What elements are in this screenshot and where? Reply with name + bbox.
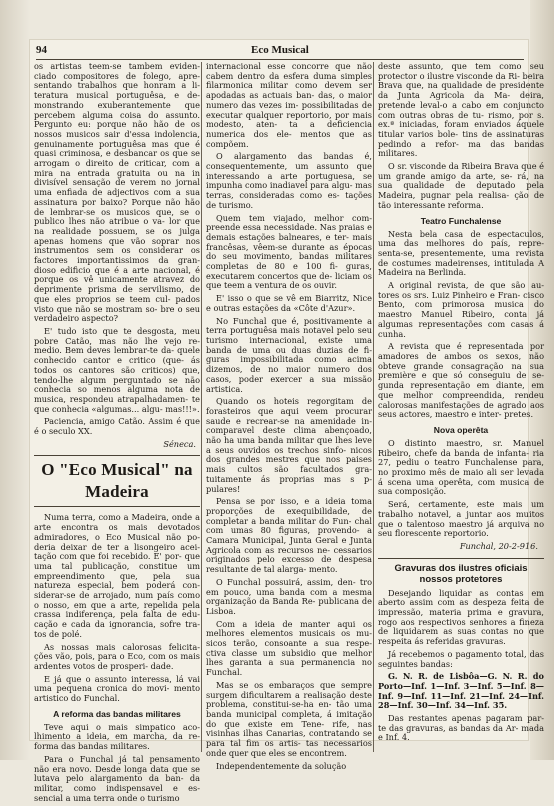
paragraph: Independentemente da solução bbox=[216, 760, 347, 771]
paragraph: A revista que é representada por amadores de ambos os sexos, não obteve grande consagração na sua première e que só conseguiu de se- gunda representação em diante, em que melhor compreendida, rendeu calorosas manifestações de agrado aos seus actores, maestro e inter- pretes. bbox=[378, 341, 544, 420]
paragraph: Nesta bela casa de espectaculos, uma das melhores do país, repre- senta-se, presentemente, uma revista de costumes madeirenses, intitulada A Madeira na Berlinda. bbox=[378, 228, 544, 278]
signature: Séneca. bbox=[163, 438, 196, 449]
paragraph: Das restantes apenas pagaram par- te das gravuras, as bandas da Ar- mada e Inf. 4. bbox=[378, 713, 544, 743]
paragraph: A original revista, de que são au- tores os srs. Luiz Pinheiro e Fran- cisco Bento, com primorosa musica do maestro Manuel Ribeiro, conta já algumas representações com casas á cunha. bbox=[378, 280, 544, 339]
paragraph: E já que o assunto interessa, lá vai uma pequena cronica do movi- mento artistico do Funchal. bbox=[34, 673, 200, 704]
paid-bands-list: G. N. R. de Lisbôa—G. N. R. do Porto—Inf. 1—Inf. 3—Inf. 5—Inf. 8—Inf. 9—Inf. 11—Inf. 21—Inf. 24—Inf. 28—Inf. 30—Inf. 34—Inf. 35. bbox=[378, 671, 544, 711]
dateline: Funchal, 20-2-916. bbox=[459, 540, 538, 551]
paragraph: Paciencia, amigo Catão. Assim é que é o seculo XX. bbox=[34, 416, 200, 437]
page-number: 94 bbox=[36, 44, 47, 56]
section-subhead: Nova operêta bbox=[433, 424, 489, 435]
paragraph: Será, certamente, este mais um trabalho notavel, a juntar aos muitos que o talentoso maestro já arquiva no seu florescente reportorio. bbox=[378, 499, 544, 539]
column-2 bbox=[206, 62, 372, 774]
paragraph: O sr. visconde da Ribeira Brava que é um grande amigo da arte, se- rá, na sua qualidade de deputado pela Madeira, pugnar pela realisa- ção de tão interessante reforma. bbox=[378, 161, 544, 210]
paragraph: As nossas mais calorosas felicita- ções vão, pois, para o Eco, com os mais ardentes votos de prosperi- dade. bbox=[34, 641, 200, 671]
paragraph: E' tudo isto que te desgosta, meu pobre Catão, mas não lhe vejo re- medio. Bem deves lembrar-te da- quele conhecido cantor e critico (que- ás todos os cantores são criticos) que, tendo-lhe algum perguntado se não conhecia so menos alguma nota de musica, respondeu atrapalhadamen- te que conhecia «algumas... algu- mas!!!». bbox=[34, 325, 200, 414]
paragraph: O Funchal possuirá, assim, den- tro em pouco, uma banda com a mesma organização da Banda Re- publicana de Lisboa. bbox=[206, 576, 372, 616]
paragraph: Teve aqui o mais simpatico aco- lhimento a ideia, em marcha, da re- forma das bandas militares. bbox=[34, 721, 200, 752]
section-subhead: A reforma das bandas militares bbox=[53, 708, 181, 719]
column-1 bbox=[34, 62, 200, 806]
paragraph: Pensa se por isso, e a ideia toma proporções de exequibilidade, de completar a banda militar do Fun- chal com umas 80 figuras, provendo- a Camara Municipal, Junta Geral e Junta Agricola com as recursos ne- cessarios originados pelo excesso de despesa resultante de tal alarga- mento. bbox=[206, 496, 372, 575]
column-3 bbox=[378, 62, 544, 746]
section-subhead: Teatro Funchalense bbox=[420, 215, 502, 226]
running-header bbox=[36, 43, 524, 60]
paragraph: E' isso o que se vê em Biarritz, Nice e outras estações da «Côte d'Azur». bbox=[206, 293, 372, 313]
column-rule-1 bbox=[201, 62, 202, 752]
paragraph: Numa terra, como a Madeira, onde a arte encontra os mais devotados admiradores, o Eco Musical não po- deria deixar de ter a lisongeiro acei- tação com que foi recebido. E' por- que uma tal publicação, constitue um empreendimento que, pela sua natureza especial, bem poderá con- siderar-se de arrojado, num país como o nosso, em que a arte, repelida pela crassa indiferença, pela falta de edu- cação e cada da ignorancia, sofre tra- tos de polé. bbox=[34, 512, 200, 639]
paragraph: os artistas teem-se tambem eviden- ciado compositores de folego, apre- sentando trabalhos que honram a li- teratura musical portuguêsa, e de- monstrando exuberantemente que percebem alguma coisa do assunto. Pergunto eu: porque não hão de os nossos musicos sair d'essa indolencia, genuinamente portuguêsa mas que é quasi criminosa, e desbancar os que se arrogam o direito de criticar, com a mira na entrada gratuita ou na in divisível sensação de verem no jornal uma enfiada de adjectivos com a sua assinatura por baixo? Porque não hão de lembrar-se os musicos que, se o publico lhes não atribue o va- lor que na realidade possuem, se os julga apenas homens que vão soprar nos instrumentos sem os considerar os factores importantissimos da gran- dioso edificio que é a arte nacional, é porque os vê unicamente atravez do deprimente prisma de servilismo, de que eles proprios se teem cul- pados visto que não se mostram so- bre o seu verdadeiro aspecto? bbox=[34, 61, 200, 324]
paragraph: Quando os hoteis regorgitam de forasteiros que aqui veem procurar saude e recrear-se na amenidade in- comparavel deste clima abençoado, não ha uma banda militar que lhes leve a seus ouvidos os trechos sinfo- nicos dos grandes mestres que nos paises mais cultos são facultados gra- tuitamente ás proprias mas s p- pulares! bbox=[206, 396, 372, 494]
journal-title: Eco Musical bbox=[251, 44, 309, 56]
page-binding bbox=[0, 0, 30, 760]
paragraph: O distinto maestro, sr. Manuel Ribeiro, chefe da banda de infanta- ria 27, pediu o teatro Funchalense para, no proximo mês de maio ali ser levada á scena uma operêta, com musica de sua composição. bbox=[378, 437, 544, 497]
paragraph: Com a ideia de manter aqui os melhores elementos musicais os mu- sicos terão, consoante a sua respe- ctiva classe um subsidio que melhor lhes garanta a sua permanencia no Funchal. bbox=[206, 618, 372, 678]
paragraph: O alargamento das bandas é, consequentemente, um assunto que interessando a arte portuguesa, se impunha como inadiavel para algu- mas terras, consideradas como es- tações de turismo. bbox=[206, 151, 372, 210]
notice-title: Gravuras dos ilustres oficiais nossos protetores bbox=[378, 558, 544, 585]
paragraph: internacional esse concorre que não cabem dentro da esfera duma simples filarmonica militar como devem ser apodadas as actuais ban- das, o maior numero das vezes im- possibilitadas de executar qualquer reportorio, por mais modesto, aten- ta a deficiencia numerica dos ele- mentos que as compõem. bbox=[206, 61, 372, 149]
paragraph: Para o Funchal já tal pensamento não era novo. Desde longa data que se lutava pelo alargamento da ban- da militar, como indispensavel e es- sencial a uma terra onde o turismo bbox=[34, 753, 200, 803]
column-rule-2 bbox=[373, 62, 374, 752]
paragraph: No Funchal que é, positivamente a terra portuguêsa mais notavel pelo seu turismo internacional, existe uma banda de uma ou duas duzias de fi- guras impossibilitada como acima dizemos, de no maior numero dos casos, poder exercer a sua missão artistica. bbox=[206, 315, 372, 394]
paragraph: deste assunto, que tem como seu protector o ilustre visconde da Ri- beira Brava que, na qualidade de presidente da Junta Agricola da Ma- deira, pretende leval-o a cabo em conjuncto com outras obras de tu- rismo, por s. ex.ª iniciadas, foram enviados áquele titular varios bole- tins de assinaturas pedindo a refor- ma das bandas militares. bbox=[378, 61, 544, 159]
article-title: O "Eco Musical" na Madeira bbox=[34, 455, 200, 507]
paragraph: Já recebemos o pagamento total, das seguintes bandas: bbox=[378, 648, 544, 669]
paragraph: Quem tem viajado, melhor com- preende essa necessidade. Nas praias e demais estações balneares, e ter- mais francêsas, vêem-se durante as épocas do seu movimento, bandas militares completas de 80 e 100 fi- guras, executarem concertos que de- liciam os que teem a ventura de os ouvir. bbox=[206, 212, 372, 291]
paragraph: Desejando liquidar as contas em aberto assim com as despeza feita de impressão, materia prima e gravura, rogo aos respectivos senhores a fineza de liquidarem as suas contas no que respeita ás referidas gravuras. bbox=[378, 587, 544, 647]
paragraph: Mas se os embaraços que sempre surgem dificultarem a realisação deste problema, constitui-se-ha en- tão uma banda municipal completa, á imitação do que existe em Tene- rife, nas visinhas ilhas Canarias, contratando se para tal fim os artis- tas necessarios onde quer que eles se encontrem. bbox=[206, 679, 372, 758]
